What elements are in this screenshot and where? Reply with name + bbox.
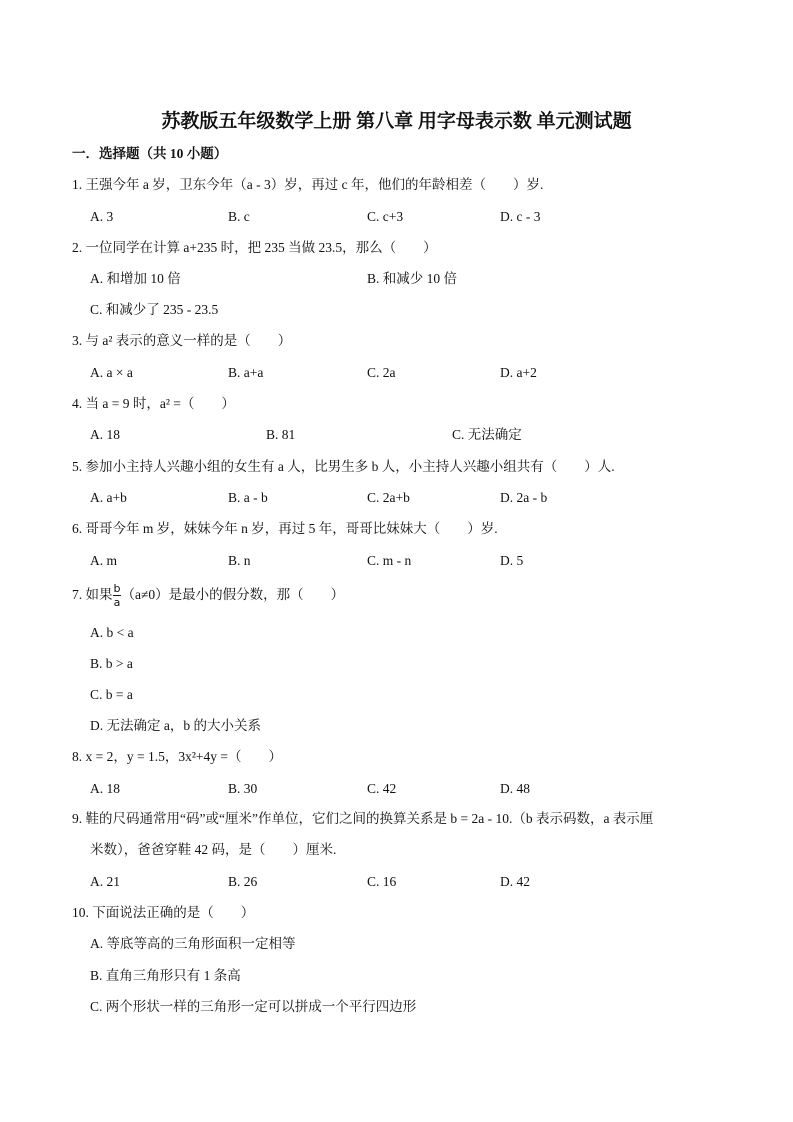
question-prefix: 7. 如果: [72, 587, 113, 602]
option-d: D. 2a - b: [500, 490, 548, 505]
question-text: （a≠0）是最小的假分数，那（ ）: [121, 587, 345, 602]
question-3: 3. 与 a² 表示的意义一样的是（ ）: [72, 333, 292, 348]
question-5: 5. 参加小主持人兴趣小组的女生有 a 人，比男生多 b 人，小主持人兴趣小组共有（ ）人.: [72, 459, 615, 474]
option-c: C. 两个形状一样的三角形一定可以拼成一个平行四边形: [90, 999, 417, 1014]
option-b: B. 81: [266, 427, 296, 442]
option-c: C. 和减少了 235 - 23.5: [90, 302, 219, 317]
option-b: B. c: [228, 209, 250, 224]
option-a: A. 和增加 10 倍: [90, 271, 181, 286]
option-c: C. 无法确定: [452, 427, 522, 442]
question-8: 8. x = 2，y = 1.5，3x²+4y =（ ）: [72, 749, 283, 764]
option-b: B. n: [228, 553, 251, 568]
option-a: A. b < a: [90, 625, 134, 640]
option-d: D. a+2: [500, 365, 537, 380]
option-c: C. 2a+b: [367, 490, 410, 505]
question-7: [72, 580, 344, 610]
option-d: D. 42: [500, 874, 530, 889]
option-d: D. c - 3: [500, 209, 541, 224]
option-a: A. 3: [90, 209, 114, 224]
option-c: C. m - n: [367, 553, 412, 568]
denominator: a: [113, 596, 121, 610]
question-9: 9. 鞋的尺码通常用“码”或“厘米”作单位，它们之间的换算关系是 b = 2a - 10.（b 表示码数，a 表示厘: [72, 811, 654, 826]
option-a: A. 18: [90, 781, 120, 796]
section-heading: 一．选择题（共 10 小题）: [72, 146, 228, 161]
option-c: C. 42: [367, 781, 397, 796]
option-d: D. 48: [500, 781, 530, 796]
question-1: 1. 王强今年 a 岁，卫东今年（a - 3）岁，再过 c 年，他们的年龄相差（ ）岁.: [72, 177, 544, 192]
option-a: A. 18: [90, 427, 120, 442]
option-a: A. a × a: [90, 365, 133, 380]
option-b: B. 直角三角形只有 1 条高: [90, 968, 241, 983]
question-6: 6. 哥哥今年 m 岁，妹妹今年 n 岁，再过 5 年，哥哥比妹妹大（ ）岁.: [72, 521, 498, 536]
question-2: 2. 一位同学在计算 a+235 时，把 235 当做 23.5，那么（ ）: [72, 240, 437, 255]
option-c: C. c+3: [367, 209, 404, 224]
option-c: C. b = a: [90, 687, 133, 702]
option-b: B. 26: [228, 874, 258, 889]
option-a: A. 等底等高的三角形面积一定相等: [90, 936, 296, 951]
option-a: A. a+b: [90, 490, 127, 505]
option-d: D. 5: [500, 553, 524, 568]
option-a: A. m: [90, 553, 117, 568]
option-b: B. 和减少 10 倍: [367, 271, 458, 286]
page-title: 苏教版五年级数学上册 第八章 用字母表示数 单元测试题: [161, 111, 632, 132]
option-d: D. 无法确定 a，b 的大小关系: [90, 718, 261, 733]
question-10: 10. 下面说法正确的是（ ）: [72, 905, 255, 920]
option-b: B. b > a: [90, 656, 133, 671]
option-c: C. 2a: [367, 365, 396, 380]
question-4: 4. 当 a = 9 时，a² =（ ）: [72, 396, 235, 411]
question-9-continued: 米数），爸爸穿鞋 42 码，是（ ）厘米.: [90, 842, 337, 857]
option-c: C. 16: [367, 874, 397, 889]
option-b: B. a+a: [228, 365, 264, 380]
option-b: B. 30: [228, 781, 258, 796]
option-b: B. a - b: [228, 490, 268, 505]
option-a: A. 21: [90, 874, 120, 889]
numerator: b: [113, 582, 121, 596]
